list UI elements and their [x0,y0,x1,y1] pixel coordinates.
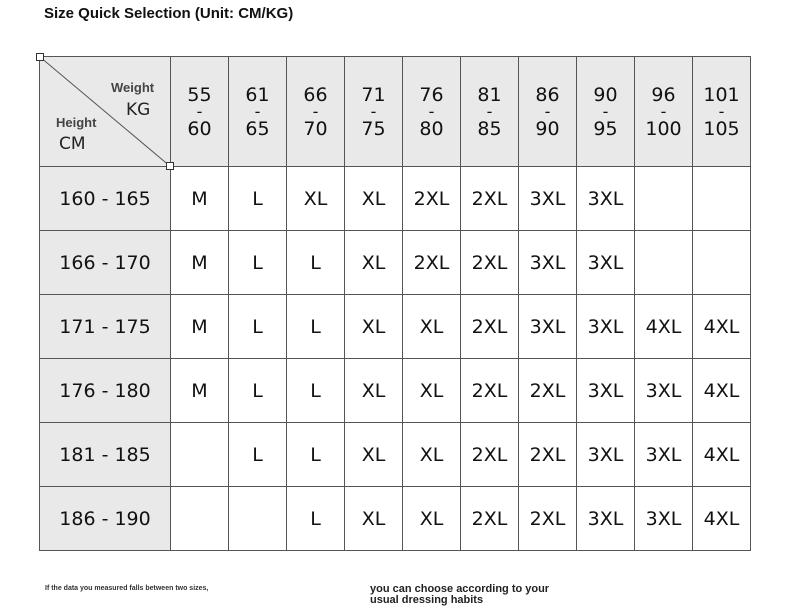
size-cell: L [229,295,287,359]
weight-from: 76 [419,83,444,106]
weight-from: 55 [187,83,212,106]
note-right: you can choose according to your usual dressing habits [370,583,550,606]
size-cell: XL [345,167,403,231]
weight-header-row [40,57,751,167]
size-cell: 2XL [461,167,519,231]
height-range-cell: 166 - 170 [40,231,171,295]
size-cell: L [287,359,345,423]
selection-handle-top-left[interactable] [36,53,44,61]
table-row [40,423,751,487]
note-left: If the data you measured falls between two sizes, [45,585,209,592]
size-cell: XL [403,423,461,487]
range-dash: - [602,101,609,121]
height-range-cell: 176 - 180 [40,359,171,423]
size-cell [171,487,229,551]
size-cell: 4XL [635,295,693,359]
size-cell: 2XL [519,487,577,551]
range-dash: - [660,101,667,121]
size-cell: XL [403,295,461,359]
height-range-cell: 186 - 190 [40,487,171,551]
range-dash: - [718,101,725,121]
weight-column-header [345,57,403,167]
size-cell: XL [345,487,403,551]
size-cell: L [287,231,345,295]
size-cell [229,487,287,551]
table-row [40,295,751,359]
size-cell [635,231,693,295]
size-chart-table [39,56,751,551]
size-cell: L [229,167,287,231]
size-cell: 2XL [461,487,519,551]
weight-column-header [171,57,229,167]
size-cell [171,423,229,487]
size-cell: L [287,487,345,551]
size-cell: 3XL [635,359,693,423]
weight-from: 66 [303,83,328,106]
weight-from: 81 [477,83,502,106]
weight-to: 65 [245,117,270,140]
size-cell: M [171,295,229,359]
range-dash: - [370,101,377,121]
weight-from: 86 [535,83,560,106]
size-cell: XL [345,423,403,487]
weight-column-header [461,57,519,167]
size-cell: M [171,167,229,231]
height-range-cell: 160 - 165 [40,167,171,231]
size-cell: 3XL [519,295,577,359]
range-dash: - [196,101,203,121]
size-cell: 3XL [635,423,693,487]
size-cell: 3XL [577,295,635,359]
size-cell [693,231,751,295]
size-cell [693,167,751,231]
weight-to: 100 [645,117,682,140]
weight-to: 105 [703,117,740,140]
size-cell: 3XL [577,231,635,295]
range-dash: - [544,101,551,121]
height-range-cell: 171 - 175 [40,295,171,359]
size-cell: 3XL [577,359,635,423]
size-cell: 2XL [403,167,461,231]
size-cell: 2XL [461,231,519,295]
page-title: Size Quick Selection (Unit: CM/KG) [44,5,294,22]
weight-column-header [519,57,577,167]
weight-to: 60 [187,117,212,140]
size-cell: M [171,231,229,295]
weight-column-header [403,57,461,167]
size-cell: L [287,295,345,359]
size-cell: XL [287,167,345,231]
weight-column-header [577,57,635,167]
range-dash: - [428,101,435,121]
weight-from: 90 [593,83,618,106]
size-cell [635,167,693,231]
weight-from: 96 [651,83,676,106]
weight-column-header [693,57,751,167]
height-label: Height [56,115,97,130]
size-cell: 3XL [577,487,635,551]
weight-column-header [287,57,345,167]
table-row [40,487,751,551]
size-cell: 2XL [461,423,519,487]
height-unit: CM [59,134,86,154]
weight-column-header [229,57,287,167]
size-cell: 2XL [519,359,577,423]
weight-to: 75 [361,117,386,140]
weight-to: 95 [593,117,618,140]
size-cell: 4XL [693,487,751,551]
weight-to: 90 [535,117,560,140]
size-cell: L [287,423,345,487]
weight-to: 85 [477,117,502,140]
weight-column-header [635,57,693,167]
weight-label: Weight [111,80,155,95]
size-cell: 3XL [519,231,577,295]
size-cell: M [171,359,229,423]
range-dash: - [486,101,493,121]
weight-unit: KG [126,100,151,120]
size-cell: L [229,231,287,295]
size-cell: 3XL [519,167,577,231]
table-row [40,359,751,423]
table-row [40,167,751,231]
table-row [40,231,751,295]
height-range-cell: 181 - 185 [40,423,171,487]
size-cell: XL [403,487,461,551]
size-cell: XL [345,295,403,359]
size-cell: 3XL [635,487,693,551]
size-cell: 2XL [461,359,519,423]
range-dash: - [312,101,319,121]
size-cell: 3XL [577,423,635,487]
size-cell: 2XL [519,423,577,487]
size-cell: 3XL [577,167,635,231]
size-cell: XL [403,359,461,423]
size-cell: L [229,423,287,487]
size-cell: 4XL [693,295,751,359]
size-cell: XL [345,359,403,423]
weight-from: 61 [245,83,270,106]
size-cell: 2XL [461,295,519,359]
size-cell: L [229,359,287,423]
weight-to: 80 [419,117,444,140]
size-cell: XL [345,231,403,295]
weight-to: 70 [303,117,328,140]
size-cell: 2XL [403,231,461,295]
range-dash: - [254,101,261,121]
size-cell: 4XL [693,359,751,423]
selection-handle-bottom-right[interactable] [166,162,174,170]
corner-cell [40,57,171,167]
size-cell: 4XL [693,423,751,487]
weight-from: 101 [703,83,740,106]
weight-from: 71 [361,83,386,106]
